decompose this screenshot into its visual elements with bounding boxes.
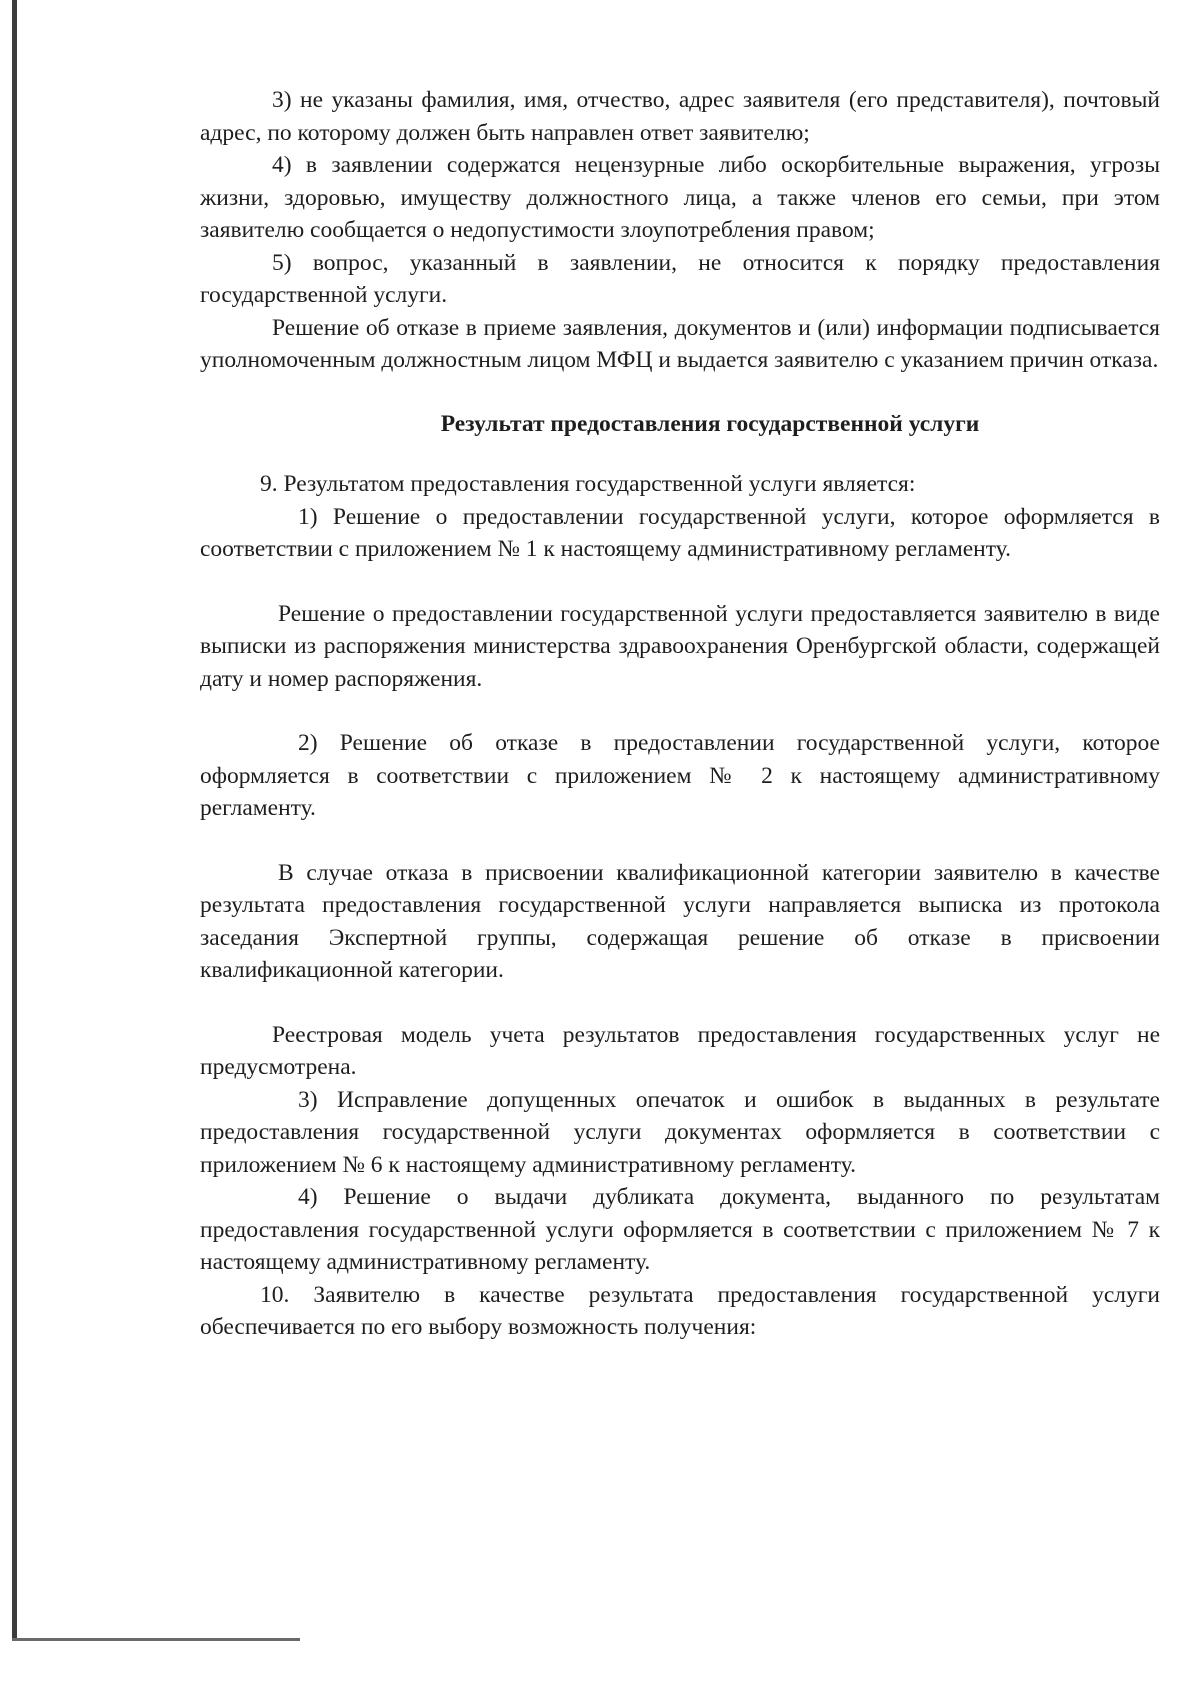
paragraph-9-3: 3) Исправление допущенных опечаток и ошибок в выданных в результате предоставления государственной услуги документах оформляется в соответствии с приложением № 6 к настоящему административному регламенту. (200, 1086, 1160, 1178)
section-heading: Результат предоставления государственной услуги (440, 410, 980, 437)
paragraph-item-4: 4) в заявлении содержатся нецензурные либо оскорбительные выражения, угрозы жизни, здоровью, имуществу должностного лица, а также членов его семьи, при этом заявителю сообщается о недопустимости злоупотребления правом; (200, 152, 1160, 243)
paragraph-registry-model: Реестровая модель учета результатов предоставления государственных услуг не предусмотрена. (200, 1021, 1160, 1080)
scan-bottom-edge (12, 1638, 300, 1641)
paragraph-9-1-note: Решение о предоставлении государственной услуги предоставляется заявителю в виде выписки из распоряжения министерства здравоохранения Оренбургской области, содержащей дату и номер распоряжения. (200, 600, 1160, 692)
paragraph-9-2-note: В случае отказа в присвоении квалификационной категории заявителю в качестве результата предоставления государственной услуги направляется выписка из протокола заседания Экспертной группы, содержащая решение об отказе в присвоении квалификационной категории. (200, 859, 1160, 983)
scan-left-edge (12, 0, 17, 1640)
document-page (200, 84, 1160, 1344)
paragraph-10: 10. Заявителю в качестве результата предоставления государственной услуги обеспечивается по его выбору возможность получения: (200, 1281, 1160, 1340)
paragraph-9-4: 4) Решение о выдачи дубликата документа, выданного по результатам предоставления государственной услуги оформляется в соответствии с приложением № 7 к настоящему административному регламенту. (200, 1184, 1160, 1275)
paragraph-refusal-decision: Решение об отказе в приеме заявления, документов и (или) информации подписывается уполномоченным должностным лицом МФЦ и выдается заявителю с указанием причин отказа. (200, 314, 1160, 373)
paragraph-item-5: 5) вопрос, указанный в заявлении, не относится к порядку предоставления государственной услуги. (200, 249, 1160, 308)
paragraph-9-1: 1) Решение о предоставлении государственной услуги, которое оформляется в соответствии с приложением № 1 к настоящему административному регламенту. (200, 503, 1160, 562)
paragraph-9: 9. Результатом предоставления государственной услуги является: (260, 471, 916, 497)
paragraph-9-2: 2) Решение об отказе в предоставлении государственной услуги, которое оформляется в соответствии с приложением № 2 к настоящему административному регламенту. (200, 730, 1160, 821)
paragraph-item-3: 3) не указаны фамилия, имя, отчество, адрес заявителя (его представителя), почтовый адрес, по которому должен быть направлен ответ заявителю; (200, 87, 1160, 146)
